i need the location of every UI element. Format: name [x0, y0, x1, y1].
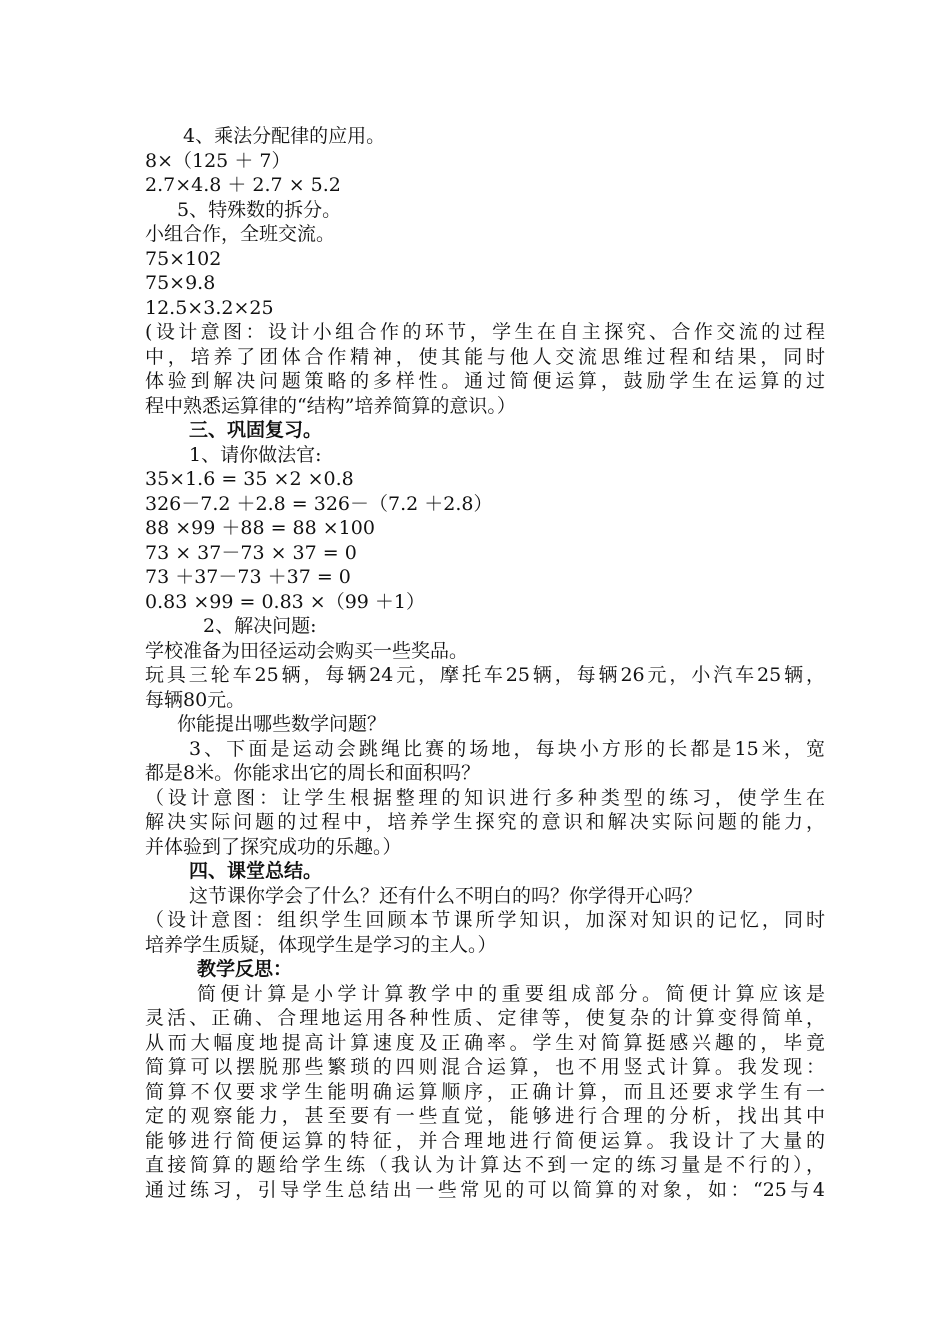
text-line: 75×102	[145, 247, 222, 270]
text-line: 并体验到了探究成功的乐趣。）	[145, 835, 402, 858]
text-line: 3、下面是运动会跳绳比赛的场地，每块小方形的长都是15米，宽	[189, 737, 825, 760]
text-line: 5、特殊数的拆分。	[177, 198, 342, 221]
text-line: 简算可以摆脱那些繁琐的四则混合运算，也不用竖式计算。我发现：	[145, 1056, 825, 1078]
text-line: 通过练习，引导学生总结出一些常见的可以简算的对象，如：“25与4	[145, 1178, 825, 1201]
text-line: 简算不仅要求学生能明确运算顺序，正确计算，而且还要求学生有一	[145, 1080, 825, 1103]
section-heading: 教学反思：	[197, 958, 293, 980]
text-line: （设计意图：组织学生回顾本节课所学知识，加深对知识的记忆，同时	[145, 909, 825, 931]
text-line: 12.5×3.2×25	[145, 296, 274, 319]
text-line: 解决实际问题的过程中，培养学生探究的意识和解决实际问题的能力，	[145, 811, 825, 833]
text-line: （设计意图：让学生根据整理的知识进行多种类型的练习，使学生在	[145, 786, 825, 809]
text-line: 8×（125 ＋ 7）	[145, 149, 291, 172]
text-line: 这节课你学会了什么？还有什么不明白的吗？你学得开心吗？	[189, 884, 703, 907]
text-line: 灵活、正确、合理地运用各种性质、定律等，使复杂的计算变得简单，	[145, 1007, 825, 1029]
text-line: 玩具三轮车25辆，每辆24元，摩托车25辆，每辆26元，小汽车25辆，	[145, 664, 825, 686]
text-line: 75×9.8	[145, 272, 216, 294]
text-line: 每辆80元。	[145, 688, 246, 711]
text-line: 直接简算的题给学生练（我认为计算达不到一定的练习量是不行的），	[145, 1154, 825, 1176]
text-line: 程中熟悉运算律的“结构”培养简算的意识。）	[145, 394, 516, 417]
text-line: 1、请你做法官:	[189, 443, 322, 466]
text-line: 73 ＋37－73 ＋37 = 0	[145, 566, 351, 588]
text-line: 小组合作，全班交流。	[145, 223, 336, 245]
text-line: 都是8米。你能求出它的周长和面积吗？	[145, 762, 481, 784]
text-line: 学校准备为田径运动会购买一些奖品。	[145, 639, 469, 662]
text-line: 中，培养了团体合作精神，使其能与他人交流思维过程和结果，同时	[145, 345, 825, 368]
text-line: 2.7×4.8 ＋ 2.7 × 5.2	[145, 174, 341, 196]
section-heading: 四、课堂总结。	[189, 860, 323, 882]
text-line: 你能提出哪些数学问题？	[177, 713, 387, 735]
text-line: 326－7.2 ＋2.8 = 326－（7.2 ＋2.8）	[145, 492, 493, 515]
text-line: 0.83 ×99 = 0.83 ×（99 ＋1）	[145, 590, 426, 613]
text-line: 88 ×99 ＋88 = 88 ×100	[145, 517, 375, 539]
text-line: 73 × 37－73 × 37 = 0	[145, 541, 357, 564]
text-line: 简便计算是小学计算教学中的重要组成部分。简便计算应该是	[197, 982, 825, 1005]
text-line: 定的观察能力，甚至要有一些直觉，能够进行合理的分析，找出其中	[145, 1105, 825, 1127]
text-line: 培养学生质疑，体现学生是学习的主人。）	[145, 933, 497, 956]
section-heading: 三、巩固复习。	[189, 419, 323, 441]
text-line: 2、解决问题:	[203, 615, 317, 637]
document-page	[145, 124, 825, 1202]
text-line: (设计意图：设计小组合作的环节，学生在自主探究、合作交流的过程	[145, 321, 825, 343]
text-line: 从而大幅度地提高计算速度及正确率。学生对简算挺感兴趣的，毕竟	[145, 1031, 825, 1054]
text-line: 35×1.6 = 35 ×2 ×0.8	[145, 468, 354, 490]
text-line: 能够进行简便运算的特征，并合理地进行简便运算。我设计了大量的	[145, 1129, 825, 1152]
text-line: 体验到解决问题策略的多样性。通过简便运算，鼓励学生在运算的过	[145, 370, 825, 392]
text-line: 4、乘法分配律的应用。	[183, 125, 386, 147]
